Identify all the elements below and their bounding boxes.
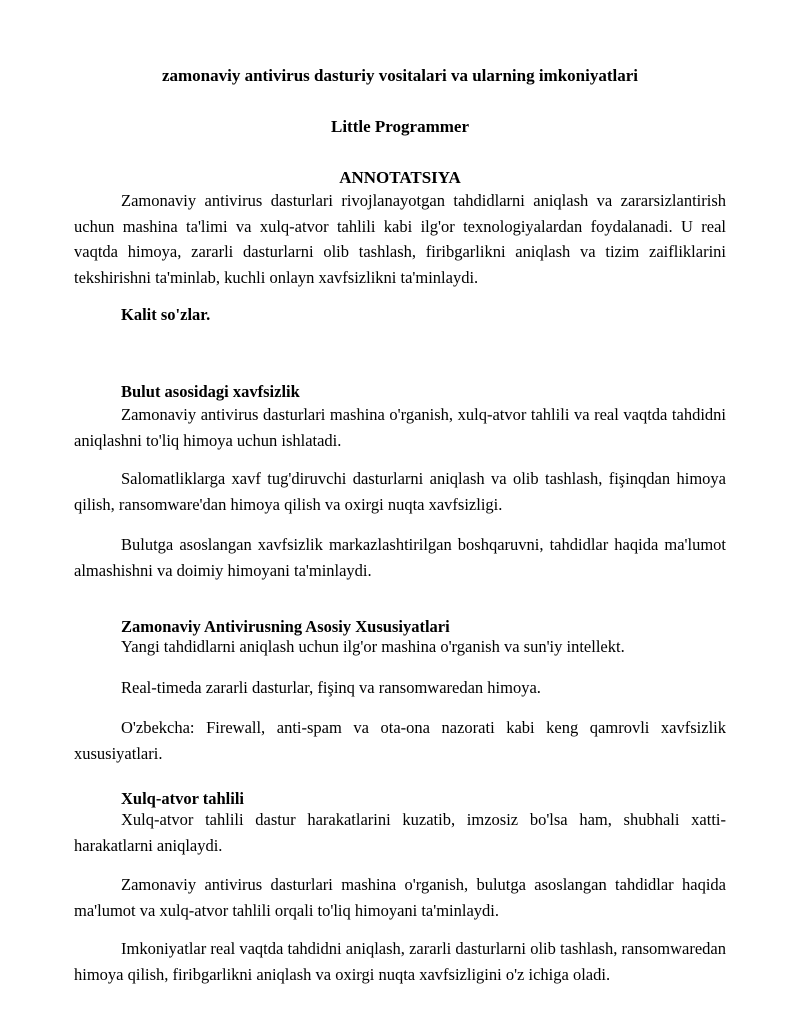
section-2-paragraph-1: Yangi tahdidlarni aniqlash uchun ilg'or mashina o'rganish va sun'iy intellekt. [121, 637, 625, 656]
annotation-heading: ANNOTATSIYA [339, 168, 461, 187]
section-3-paragraph-1: Xulq-atvor tahlili dastur harakatlarini kuzatib, imzosiz bo'lsa ham, shubhali xatti-harakatlarni aniqlaydi. [74, 810, 726, 855]
keywords-label: Kalit so'zlar. [121, 305, 211, 324]
document-author: Little Programmer [331, 117, 469, 136]
section-2-paragraph-2: Real-timeda zararli dasturlar, fişinq va ransomwaredan himoya. [121, 678, 541, 697]
section-1-paragraph-1: Zamonaviy antivirus dasturlari mashina o'rganish, xulq-atvor tahlili va real vaqtda tahdidni aniqlashni to'liq himoya uchun ishlatadi. [74, 405, 726, 450]
section-2-paragraph-3: O'zbekcha: Firewall, anti-spam va ota-ona nazorati kabi keng qamrovli xavfsizlik xususiyatlari. [74, 718, 726, 763]
document-title: zamonaviy antivirus dasturiy vositalari va ularning imkoniyatlari [161, 66, 639, 85]
section-heading-cloud-security: Bulut asosidagi xavfsizlik [121, 382, 300, 401]
section-3-paragraph-2: Zamonaviy antivirus dasturlari mashina o'rganish, bulutga asoslangan tahdidlar haqida ma'lumot va xulq-atvor tahlili orqali to'liq himoyani ta'minlaydi. [74, 875, 726, 920]
annotation-paragraph: Zamonaviy antivirus dasturlari rivojlanayotgan tahdidlarni aniqlash va zararsizlantirish uchun mashina ta'limi va xulq-atvor tahlili kabi ilg'or texnologiyalardan foydalanadi. U real vaqtda himoya, zararli dasturlarni olib tashlash, firibgarlikni aniqlash va tizim zaifliklarini tekshirishni ta'minlab, kuchli onlayn xavfsizlikni ta'minlaydi. [74, 191, 726, 287]
section-1-paragraph-2: Salomatliklarga xavf tug'diruvchi dasturlarni aniqlash va olib tashlash, fişinqdan himoya qilish, ransomware'dan himoya qilish va oxirgi nuqta xavfsizligi. [74, 469, 726, 514]
section-1-paragraph-3: Bulutga asoslangan xavfsizlik markazlashtirilgan boshqaruvni, tahdidlar haqida ma'lumot almashishni va doimiy himoyani ta'minlaydi. [74, 535, 726, 580]
section-heading-behavior-analysis: Xulq-atvor tahlili [121, 789, 245, 808]
section-3-paragraph-3: Imkoniyatlar real vaqtda tahdidni aniqlash, zararli dasturlarni olib tashlash, ransomwaredan himoya qilish, firibgarlikni aniqlash va oxirgi nuqta xavfsizligini o'z ichiga oladi. [74, 939, 726, 984]
section-heading-key-features: Zamonaviy Antivirusning Asosiy Xususiyatlari [121, 617, 450, 636]
